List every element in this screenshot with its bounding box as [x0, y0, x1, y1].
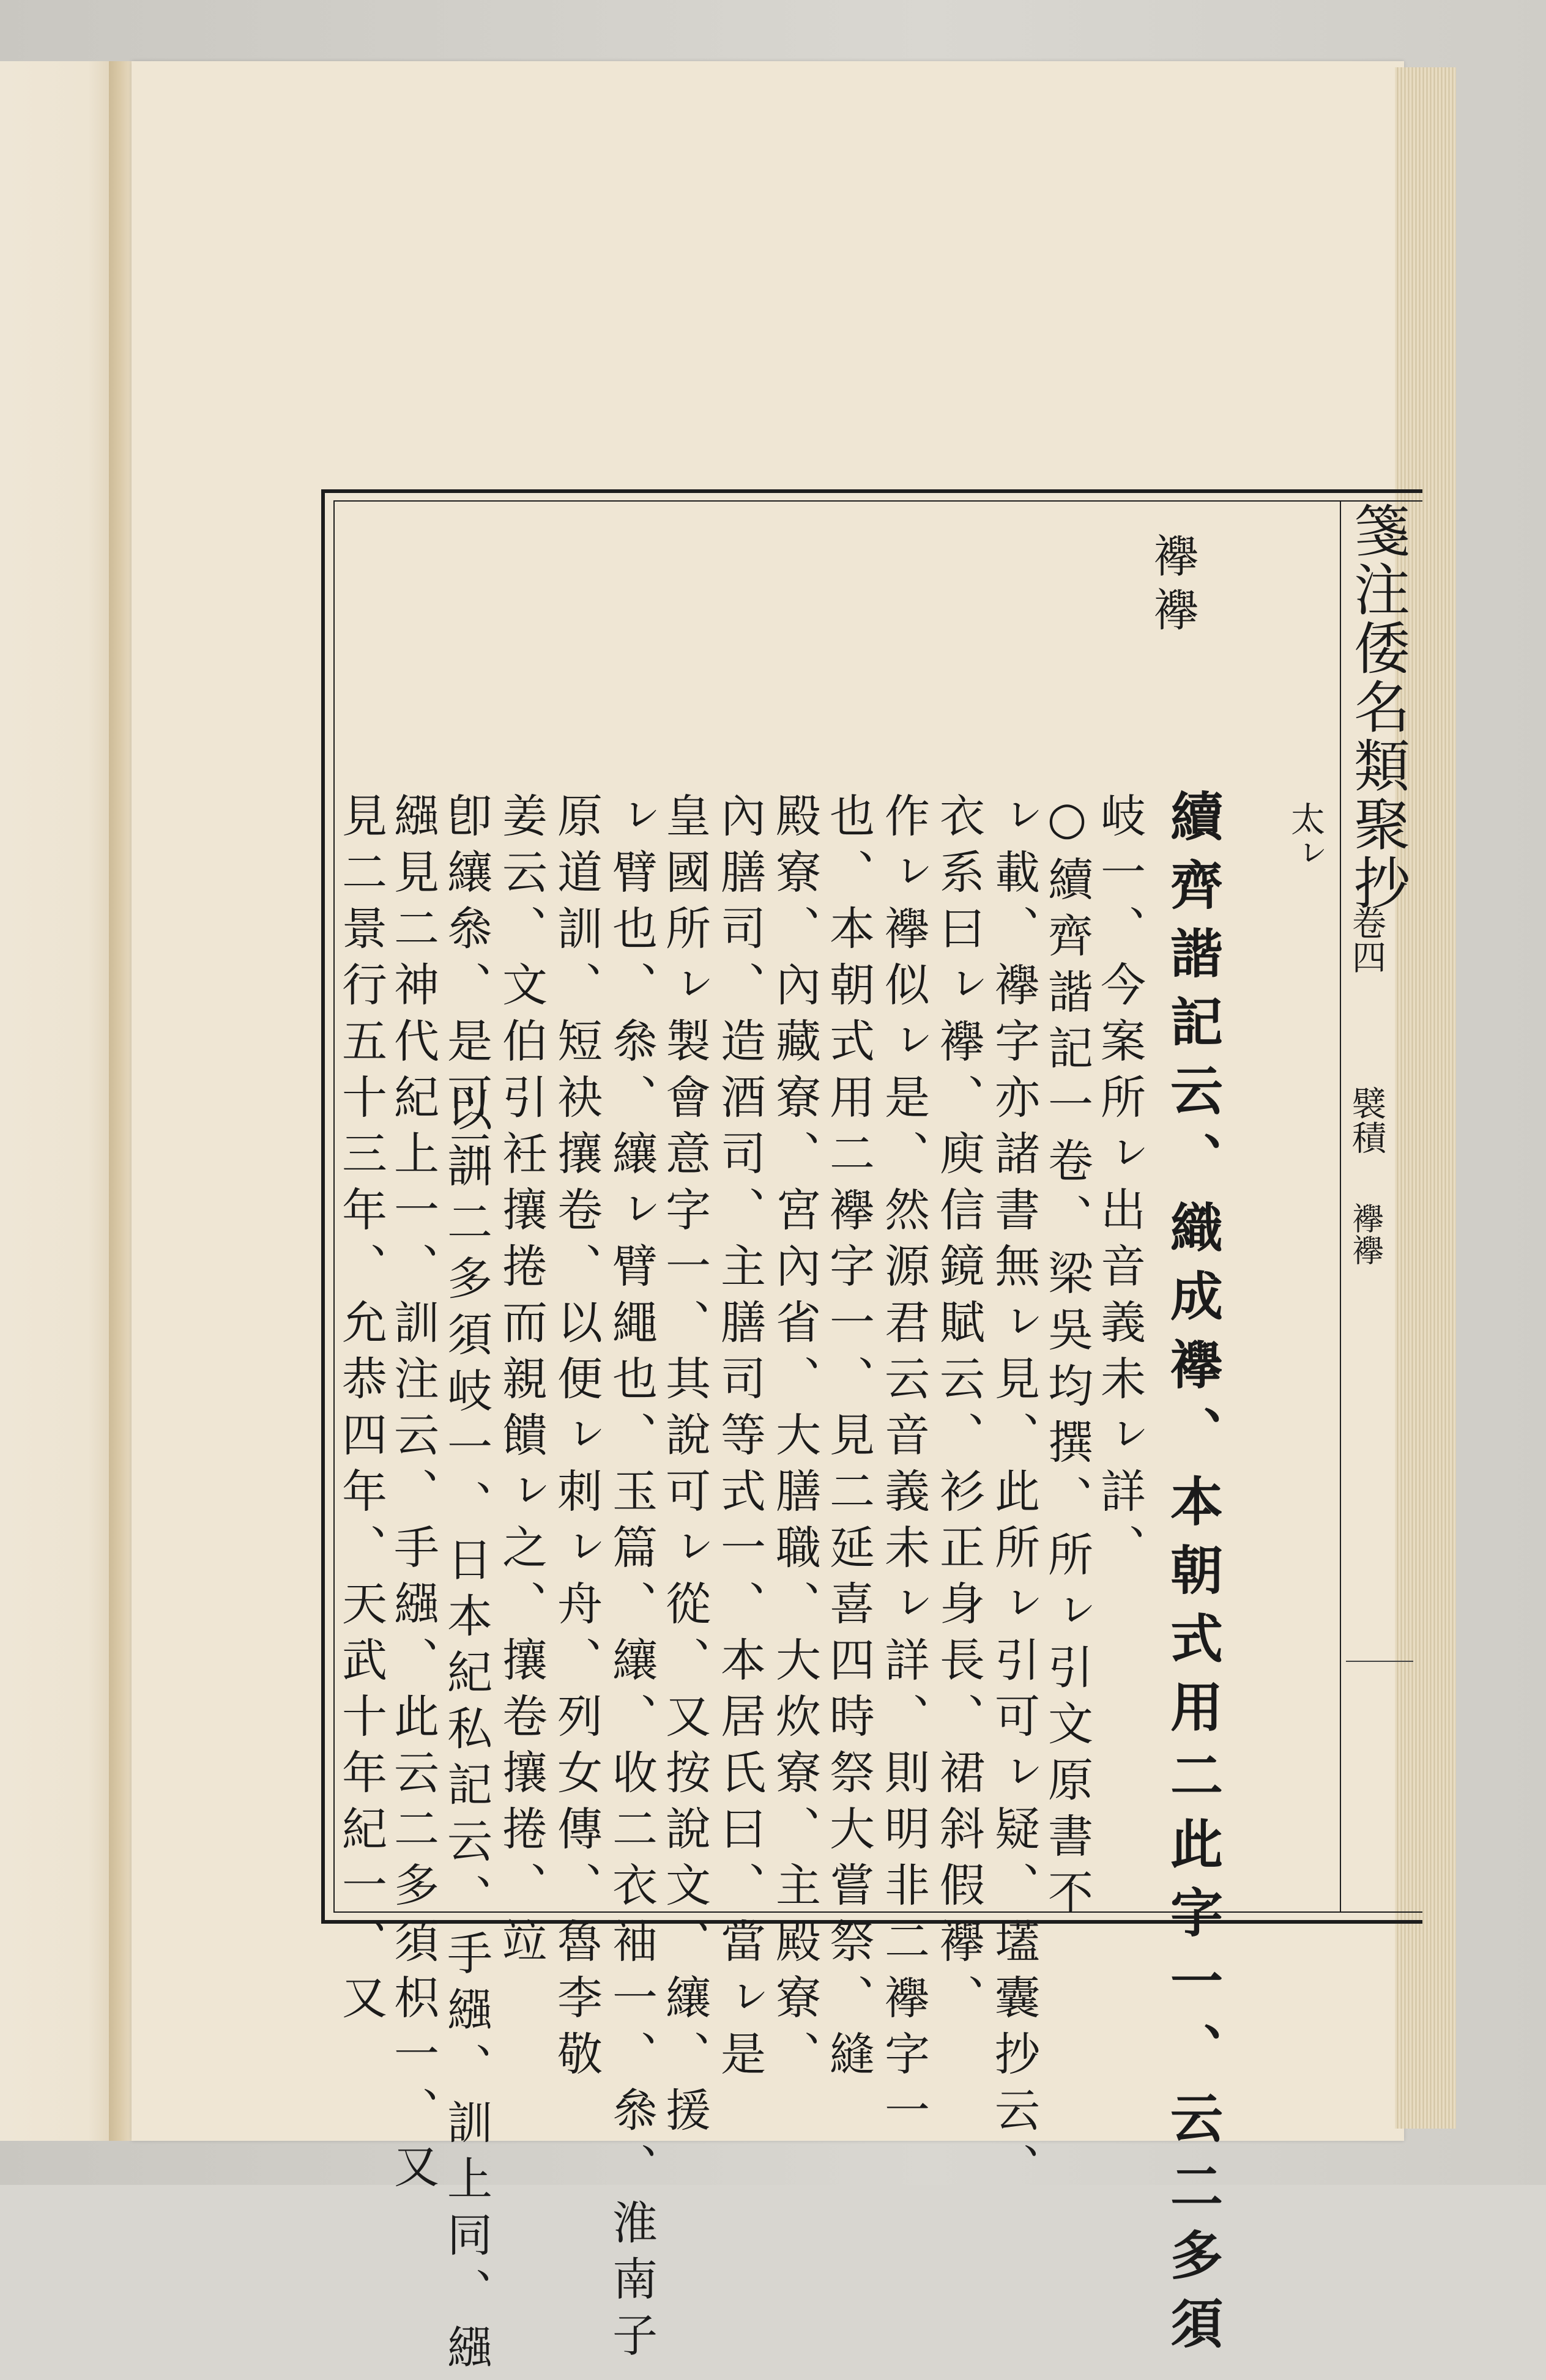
spine-section: 襞積: [1347, 1086, 1386, 1154]
text-column: 皇國所ㇾ製會意字一、其說可ㇾ從、又按說文、纕、援: [658, 792, 711, 2143]
text-column: 作ㇾ襷似ㇾ是、然源君云音義未ㇾ詳、則明非二襷字一: [877, 792, 930, 2143]
entry-title: 襷襷: [1146, 532, 1199, 640]
text-column: 姜云、文伯引衽攘捲而親饋ㇾ之、攘卷攘捲、竝: [495, 792, 548, 1974]
text-column: 殿寮、內藏寮、宮內省、大膳職、大炊寮、主殿寮、: [768, 792, 821, 2086]
spine-entry: 襷襷: [1347, 1202, 1383, 1266]
text-column: 續齊諧記云、織成襷、本朝式用二此字一、云二多須: [1161, 789, 1223, 2365]
spine-rule: [1340, 500, 1341, 1913]
text-column: 原道訓、短袂攘卷、以便ㇾ刺ㇾ舟、列女傳、魯李敬: [550, 792, 603, 2086]
text-column: 卽纕叅、是可三: [440, 792, 492, 1186]
book-gutter: [109, 61, 133, 2141]
spine-tick: [1346, 1661, 1413, 1662]
text-column: 岐一、今案所ㇾ出音義未ㇾ詳、: [1093, 792, 1146, 1580]
text-column: 內膳司、造酒司、主膳司等式一、本居氏曰、當ㇾ是: [713, 792, 766, 2086]
text-column: 衣系曰ㇾ襷、庾信鏡賦云、衫正身長、裙斜假襷、: [932, 792, 985, 2030]
left-page: [0, 61, 110, 2141]
text-column: ㇾ臂也、叅、纕ㇾ臂繩也、玉篇、纕、收二衣袖一、叅、淮南子: [605, 792, 658, 2368]
text-column: 以訓二多須岐一、日本紀私記云、手繦、訓上同、繦: [440, 1086, 492, 2380]
text-column: 也、本朝式用二襷字一、見二延喜四時祭大嘗祭、縫: [822, 792, 875, 2086]
spine-book-title: 箋注倭名類聚抄: [1345, 502, 1410, 913]
text-column: ○續齊諧記一卷、梁吳均撰、所ㇾ引文原書不: [1041, 792, 1093, 1925]
margin-note: 太ㇾ: [1285, 801, 1325, 870]
text-column: 繦見二神代紀上一、訓注云、手繦、此云二多須枳一、又: [387, 792, 439, 2199]
text-column: 見二景行五十三年、允恭四年、天武十年紀一、又: [335, 792, 387, 2030]
text-column: ㇾ載、襷字亦諸書無ㇾ見、此所ㇾ引可ㇾ疑、壒囊抄云、: [987, 792, 1040, 2199]
spine-volume: 卷四: [1347, 905, 1386, 974]
